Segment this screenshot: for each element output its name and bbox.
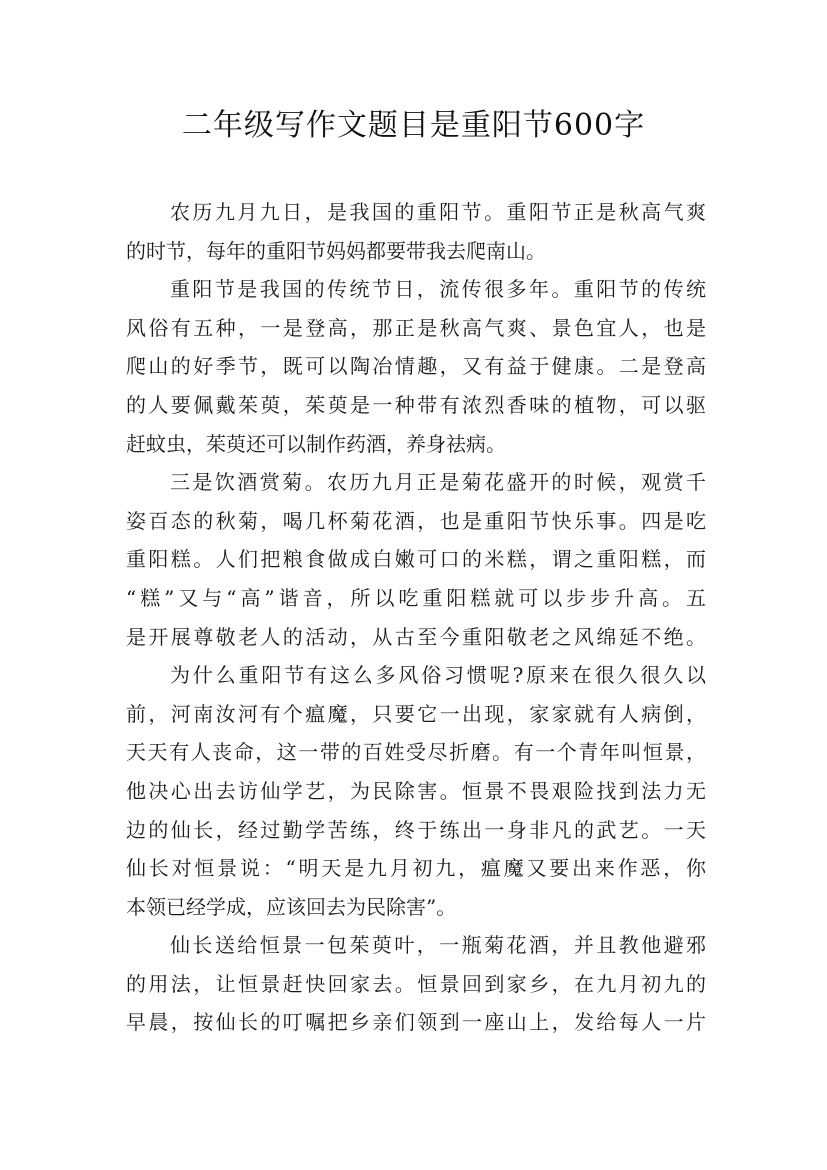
text-line: 的人要佩戴茱萸，茱萸是一种带有浓烈香味的植物，可以驱 (126, 392, 706, 417)
text-line: 重阳节是我国的传统节日，流传很多年。重阳节的传统 (170, 277, 706, 302)
paragraph-2 (126, 270, 706, 463)
text-line: 的时节，每年的重阳节妈妈都要带我去爬南山。 (126, 238, 546, 263)
text-line: 农历九月九日，是我国的重阳节。重阳节正是秋高气爽 (170, 200, 706, 224)
text-line: 边的仙长，经过勤学苦练，终于练出一身非凡的武艺。一天 (126, 817, 706, 842)
paragraph-1 (126, 193, 706, 270)
text-line: “糕”又与“高”谐音，所以吃重阳糕就可以步步升高。五 (126, 585, 706, 610)
text-line: 赶蚊虫，茱萸还可以制作药酒，养身祛病。 (126, 431, 506, 456)
text-line: 三是饮酒赏菊。农历九月正是菊花盛开的时候，观赏千 (170, 470, 706, 495)
paragraph-5 (126, 926, 706, 1042)
paragraph-4 (126, 656, 706, 926)
text-line: 的用法，让恒景赶快回家去。恒景回到家乡，在九月初九的 (126, 971, 706, 996)
text-line: 前，河南汝河有个瘟魔，只要它一出现，家家就有人病倒， (126, 701, 706, 726)
text-line: 他决心出去访仙学艺，为民除害。恒景不畏艰险找到法力无 (126, 778, 706, 803)
text-line: 天天有人丧命，这一带的百姓受尽折磨。有一个青年叫恒景， (126, 740, 706, 765)
text-line: 姿百态的秋菊，喝几杯菊花酒，也是重阳节快乐事。四是吃 (126, 508, 706, 533)
document-body (126, 193, 706, 1042)
text-line: 为什么重阳节有这么多风俗习惯呢?原来在很久很久以 (170, 663, 706, 688)
text-line: 爬山的好季节，既可以陶冶情趣，又有益于健康。二是登高 (126, 354, 706, 379)
text-line: 重阳糕。人们把粮食做成白嫩可口的米糕，谓之重阳糕，而 (126, 547, 706, 572)
text-line: 是开展尊敬老人的活动，从古至今重阳敬老之风绵延不绝。 (126, 624, 706, 649)
text-line: 本领已经学成，应该回去为民除害”。 (126, 894, 457, 919)
text-line: 仙长送给恒景一包茱萸叶，一瓶菊花酒，并且教他避邪 (170, 933, 706, 958)
document-title: 二年级写作文题目是重阳节600字 (181, 108, 646, 143)
text-line: 早晨，按仙长的叮嘱把乡亲们领到一座山上，发给每人一片 (126, 1010, 706, 1035)
paragraph-3 (126, 463, 706, 656)
text-line: 仙长对恒景说：“明天是九月初九，瘟魔又要出来作恶，你 (126, 856, 706, 881)
text-line: 风俗有五种，一是登高，那正是秋高气爽、景色宜人，也是 (126, 315, 706, 340)
